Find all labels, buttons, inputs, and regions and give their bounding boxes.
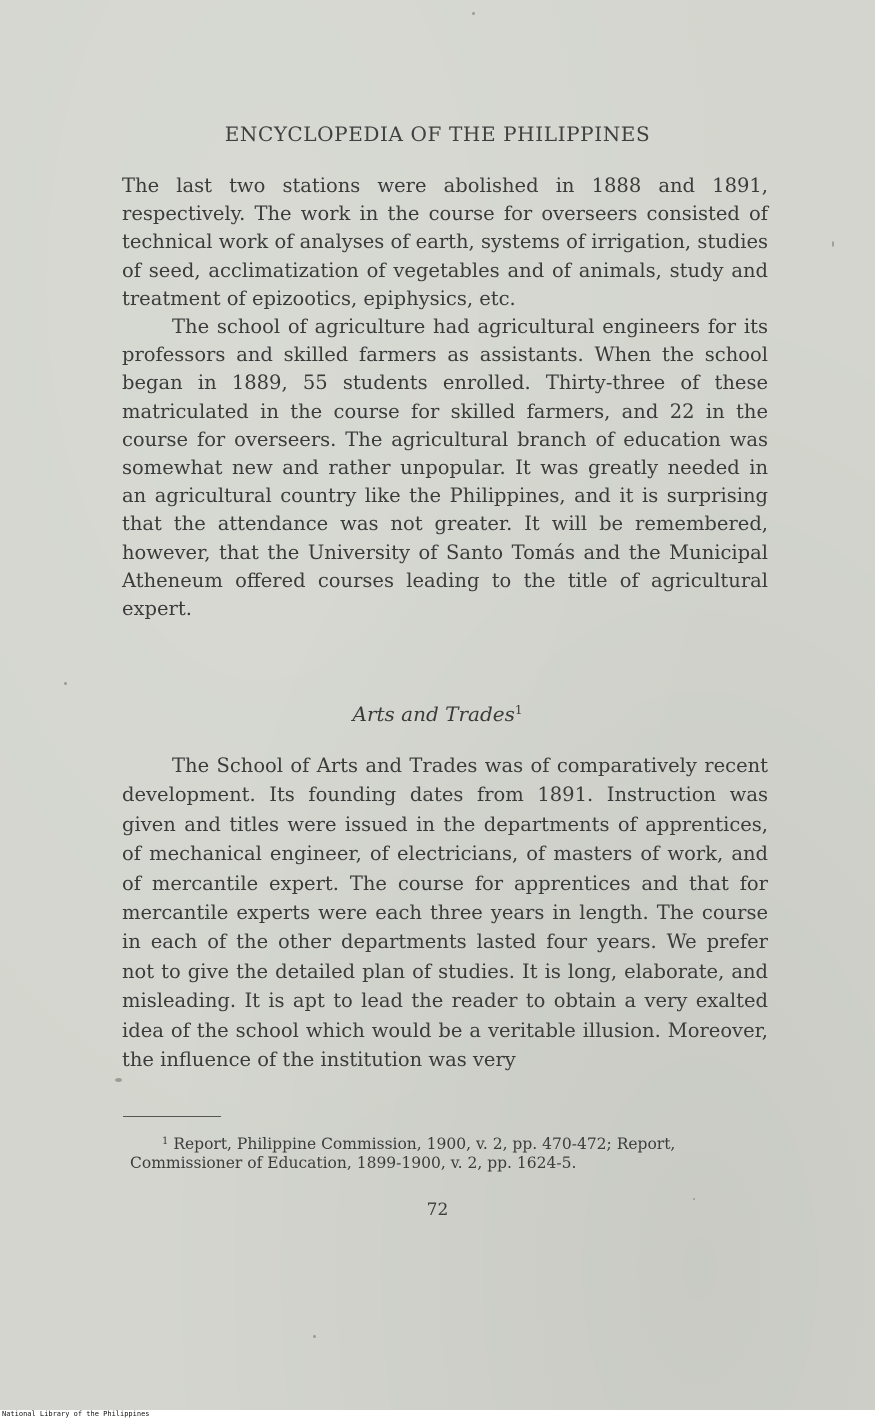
paper-speck [64, 682, 67, 685]
running-head: ENCYCLOPEDIA OF THE PHILIPPINES [224, 122, 651, 146]
page-number: 72 [426, 1200, 449, 1220]
section-heading [0, 702, 875, 726]
library-credit: National Library of the Philippines [2, 1410, 150, 1418]
paragraph: The School of Arts and Trades was of comparatively recent development. Its founding dates from 1891. Instruction was given and titles were issued in the departments of apprentices, of mechanical engineer, of electricians, of masters of work, and of mercantile expert. The course for apprentices and that for mercantile experts were each three years in length. The course in each of the other departments lasted four years. We prefer not to give the detailed plan of studies. It is long, elaborate, and misleading. It is apt to lead the reader to obtain a very exalted idea of the school which would be a veritable illusion. Moreover, the influence of the institution was very [122, 754, 768, 1072]
footnote-text-2: Commissioner of Education, 1899-1900, v. 2, pp. 1624-5. [130, 1154, 577, 1172]
body-text-agriculture [122, 172, 768, 623]
paper-speck [472, 12, 475, 15]
paragraph: The last two stations were abolished in 1888 and 1891, respectively. The work in the course for overseers consisted of technical work of analyses of earth, systems of irrigation, studies of seed, acclimatization of vegetables and of animals, study and treatment of epizootics, epiphysics, etc. [122, 174, 768, 310]
footnote [130, 1132, 785, 1173]
section-heading-title: Arts and Trades [352, 702, 515, 726]
footnote-marker: 1 [162, 1136, 169, 1147]
paper-speck [693, 1198, 695, 1200]
paper-speck [115, 1078, 122, 1082]
footnote-text-1: Report, Philippine Commission, 1900, v. 2, pp. 470-472; Report, [173, 1135, 676, 1153]
footnote-line-1 [130, 1132, 785, 1154]
footnote-line-2 [130, 1154, 785, 1173]
paper-speck [832, 241, 834, 247]
paragraph: The school of agriculture had agricultural engineers for its professors and skilled farmers as assistants. When the school began in 1889, 55 students enrolled. Thirty-three of these matriculated in the course for skilled farmers, and 22 in the course for overseers. The agricultural branch of education was somewhat new and rather unpopular. It was greatly needed in an agricultural country like the Philippines, and it is surprising that the attendance was not greater. It will be remembered, however, that the University of Santo Tomás and the Municipal Atheneum offered courses leading to the title of agricultural expert. [122, 315, 768, 621]
paper-speck [313, 1335, 316, 1338]
footnote-reference: 1 [514, 703, 523, 717]
body-text-arts-and-trades [122, 751, 768, 1074]
footnote-divider [123, 1116, 221, 1117]
